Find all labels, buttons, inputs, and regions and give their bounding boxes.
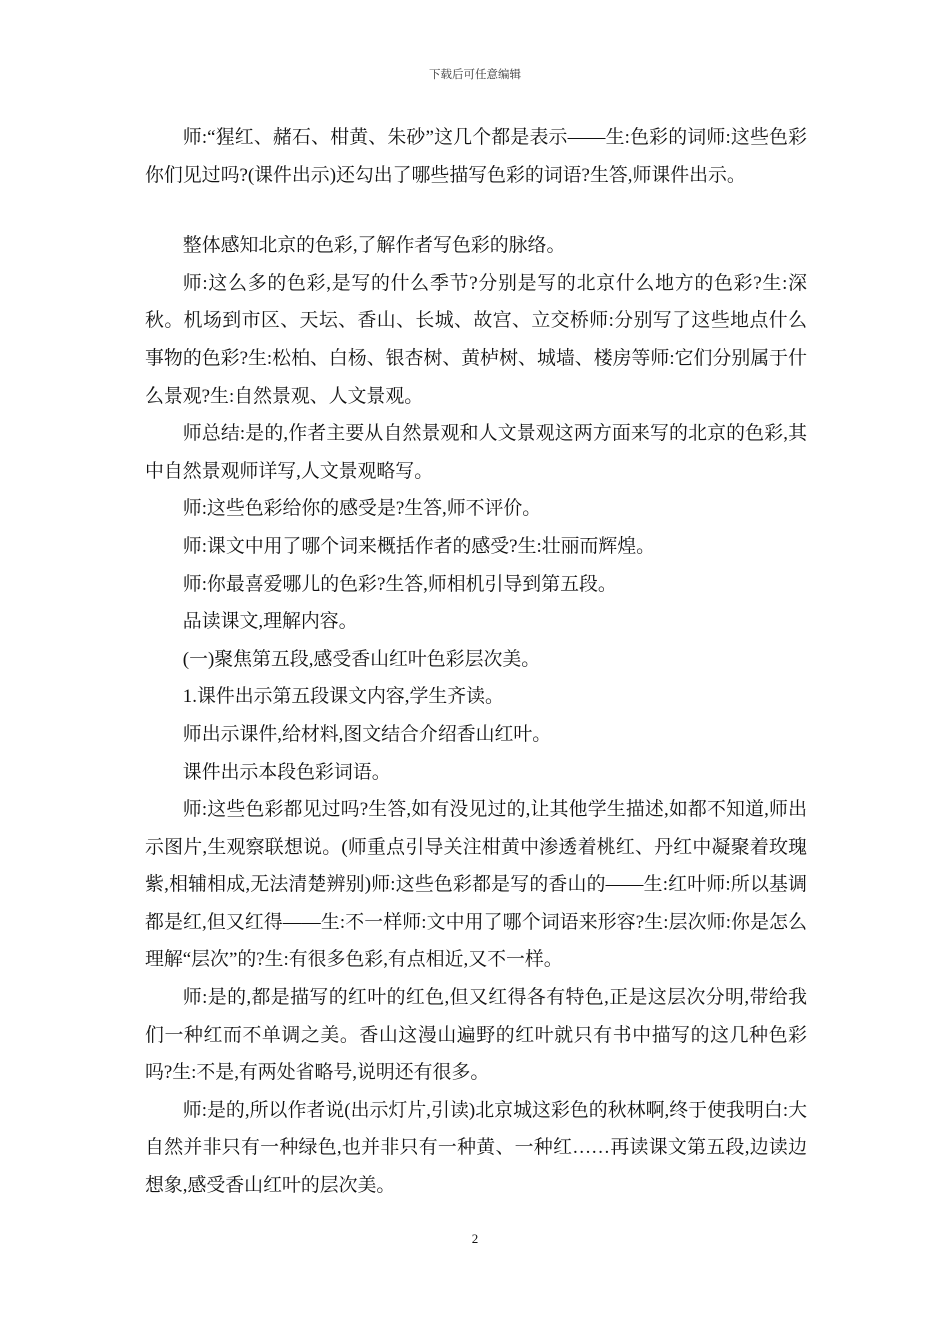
document-body: [145, 119, 807, 1205]
paragraph: 师:是的,所以作者说(出示灯片,引读)北京城这彩色的秋林啊,终于使我明白:大自然并非只有一种绿色,也并非只有一种黄、一种红……再读课文第五段,边读边想象,感受香山红叶的层次美。: [145, 1099, 807, 1197]
page-header: 下载后可任意编辑: [429, 69, 521, 81]
paragraph: 师总结:是的,作者主要从自然景观和人文景观这两方面来写的北京的色彩,其中自然景观师详写,人文景观略写。: [145, 423, 807, 482]
paragraph: 师:这么多的色彩,是写的什么季节?分别是写的北京什么地方的色彩?生:深秋。机场到市区、天坛、香山、长城、故宫、立交桥师:分别写了这些地点什么事物的色彩?生:松柏、白杨、银杏树、黄栌树、城墙、楼房等师:它们分别属于什么景观?生:自然景观、人文景观。: [145, 272, 807, 407]
paragraph: 师:这些色彩给你的感受是?生答,师不评价。: [182, 498, 542, 520]
paragraph: 师出示课件,给材料,图文结合介绍香山红叶。: [182, 723, 552, 745]
paragraph: 师:你最喜爱哪儿的色彩?生答,师相机引导到第五段。: [182, 573, 617, 595]
paragraph: 师:课文中用了哪个词来概括作者的感受?生:壮丽而辉煌。: [182, 535, 656, 557]
paragraph: 课件出示本段色彩词语。: [182, 761, 391, 783]
paragraph: 师:是的,都是描写的红叶的红色,但又红得各有特色,正是这层次分明,带给我们一种红而不单调之美。香山这漫山遍野的红叶就只有书中描写的这几种色彩吗?生:不是,有两处省略号,说明还有很多。: [145, 987, 807, 1084]
paragraph: 整体感知北京的色彩,了解作者写色彩的脉络。: [182, 235, 566, 257]
paragraph: 师:这些色彩都见过吗?生答,如有没见过的,让其他学生描述,如都不知道,师出示图片,生观察联想说。(师重点引导关注柑黄中渗透着桃红、丹红中凝聚着玫瑰紫,相辅相成,无法清楚辨别)师:这些色彩都是写的香山的——生:红叶师:所以基调都是红,但又红得——生:不一样师:文中用了哪个词语来形容?生:层次师:你是怎么理解“层次”的?生:有很多色彩,有点相近,又不一样。: [145, 799, 807, 971]
paragraph: (一)聚焦第五段,感受香山红叶色彩层次美。: [182, 648, 541, 670]
paragraph: 1.课件出示第五段课文内容,学生齐读。: [182, 686, 504, 708]
paragraph: 品读课文,理解内容。: [182, 611, 358, 633]
page-number: 2: [471, 1231, 479, 1246]
paragraph: 师:“猩红、赭石、柑黄、朱砂”这几个都是表示——生:色彩的词师:这些色彩你们见过吗?(课件出示)还勾出了哪些描写色彩的词语?生答,师课件出示。: [145, 127, 807, 186]
